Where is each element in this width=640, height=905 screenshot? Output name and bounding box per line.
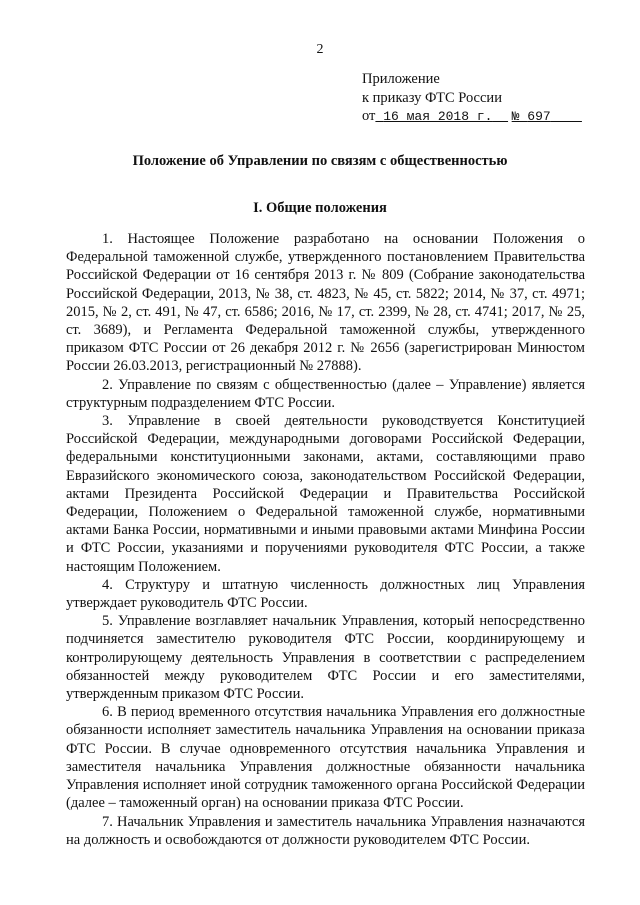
paragraph-7: 7. Начальник Управления и заместитель начальника Управления назначаются на должность и освобождаются от должности руководителем ФТС России.: [66, 813, 585, 848]
appendix-label: Приложение: [362, 71, 440, 87]
number-prefix: №: [511, 109, 520, 124]
date-prefix: от: [362, 108, 376, 124]
paragraph-2: 2. Управление по связям с общественностью (далее – Управление) является структурным подразделением ФТС России.: [66, 376, 585, 411]
paragraph-1: 1. Настоящее Положение разработано на основании Положения о Федеральной таможенной службе, утвержденного постановлением Правительства Российской Федерации от 16 сентября 2013 г. № 809 (Собрание законодательства Российской Федерации, 2013, № 38, ст. 4823, № 45, ст. 5822; 2014, № 37, ст. 4971; 2015, № 2, ст. 491, № 47, ст. 6586; 2016, № 17, ст. 2399, № 28, ст. 4741; 2017, № 25, ст. 3689), и Регламента Федеральной таможенной службы, утвержденного приказом ФТС России от 26 декабря 2012 г. № 2656 (зарегистрирован Минюстом России 26.03.2013, регистрационный № 27888).: [66, 231, 585, 375]
page-number: 2: [316, 42, 324, 57]
order-date: 16 мая 2018 г.: [383, 109, 493, 124]
paragraph-6: 6. В период временного отсутствия начальника Управления его должностные обязанности исполняет заместитель начальника Управления на основании приказа ФТС России. В случае одновременного отсутствия начальника Управления и заместителя начальника Управления должностные обязанности начальника Управления исполняет иной сотрудник таможенного органа Российской Федерации (далее – таможенный орган) на основании приказа ФТС России.: [66, 704, 585, 812]
paragraph-4: 4. Структуру и штатную численность должностных лиц Управления утверждает руководитель ФТС России.: [66, 576, 585, 612]
document-body: [66, 230, 585, 849]
paragraph-5: 5. Управление возглавляет начальник Управления, который непосредственно подчиняется заместителю руководителя ФТС России, координирующему и контролирующему деятельность Управления в соответствии с распределением обязанностей между руководителем ФТС России и его заместителями, утвержденным приказом ФТС России.: [66, 613, 585, 703]
paragraph-3: 3. Управление в своей деятельности руководствуется Конституцией Российской Федерации, международными договорами Российской Федерации, федеральными конституционными законами, актами, составляющими право Евразийского экономического союза, законодательством Российской Федерации, актами Президента Российской Федерации и Правительства Российской Федерации, Положением о Федеральной таможенной службе, нормативными актами Банка России, нормативными и иными правовыми актами Минфина России и ФТС России, указаниями и поручениями руководителя ФТС России, а также настоящим Положением.: [66, 413, 585, 575]
appendix-block: [362, 70, 582, 127]
order-number-line: [512, 109, 582, 124]
section-heading: I. Общие положения: [253, 200, 387, 216]
appendix-order-ref: к приказу ФТС России: [362, 89, 502, 106]
appendix-date-line: [362, 107, 582, 127]
order-number: 697: [527, 109, 551, 124]
document-title: Положение об Управлении по связям с общественностью: [132, 153, 508, 169]
